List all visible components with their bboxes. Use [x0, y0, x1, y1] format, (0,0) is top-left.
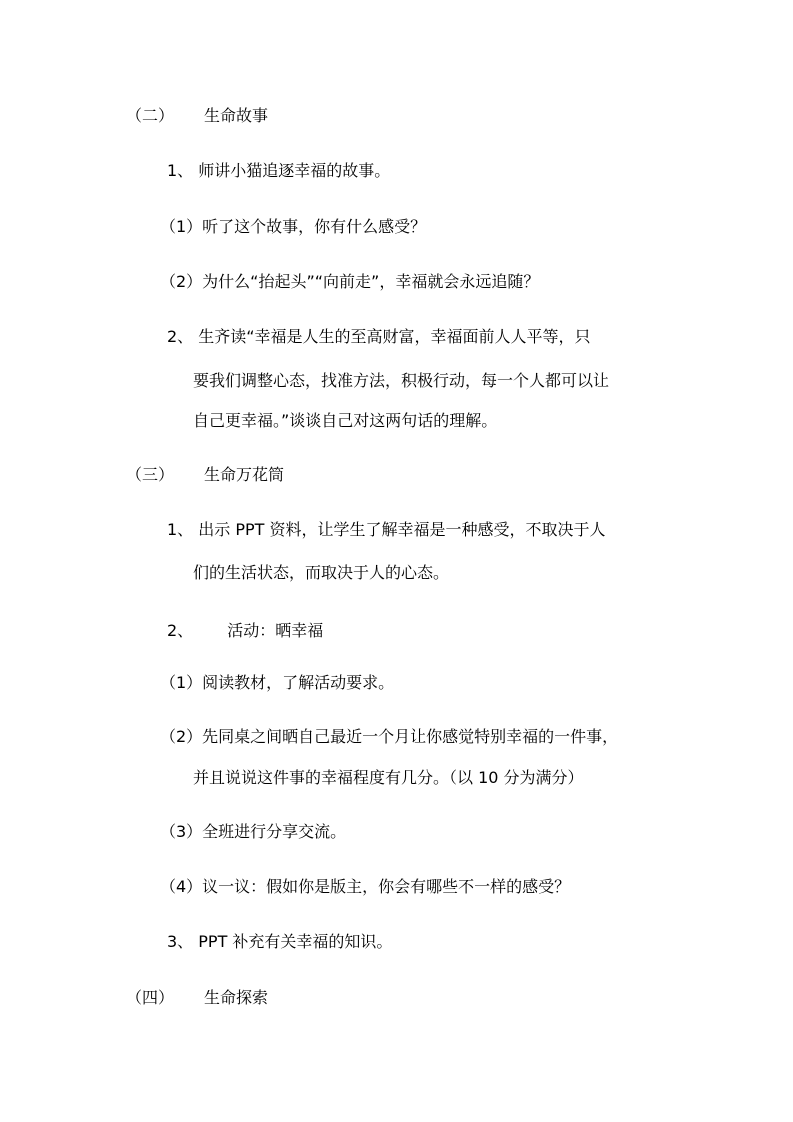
section-heading-2 [126, 105, 268, 127]
paragraph-line: 们的生活状态，而取决于人的心态。 [193, 563, 450, 582]
paragraph-line: 并且说说这件事的幸福程度有几分。（以 10 分为满分） [193, 768, 584, 787]
paragraph-line [167, 620, 323, 642]
paragraph-line: （1）听了这个故事，你有什么感受？ [160, 217, 427, 236]
paragraph-line: 1、 师讲小猫追逐幸福的故事。 [167, 161, 391, 180]
paragraph-line: （2）为什么“抬起头”“向前走”，幸福就会永远追随？ [160, 272, 540, 291]
paragraph-line: 要我们调整心态，找准方法，积极行动，每一个人都可以让 [193, 371, 610, 390]
section-title: 生命故事 [204, 106, 269, 125]
paragraph-line: 2、 生齐读“幸福是人生的至高财富，幸福面前人人平等，只 [167, 327, 591, 346]
paragraph-line: 自己更幸福。”谈谈自己对这两句话的理解。 [193, 411, 498, 430]
item-text: 活动：晒幸福 [227, 621, 324, 640]
paragraph-line: （1）阅读教材，了解活动要求。 [160, 673, 395, 692]
section-title: 生命探索 [204, 988, 269, 1007]
section-number: （三） [126, 465, 175, 484]
section-heading-3 [126, 464, 284, 486]
section-title: 生命万花筒 [204, 465, 285, 484]
section-number: （二） [126, 106, 175, 125]
paragraph-line: （3）全班进行分享交流。 [160, 822, 347, 841]
paragraph-line: （2）先同桌之间晒自己最近一个月让你感觉特别幸福的一件事， [160, 727, 619, 746]
section-heading-4 [126, 987, 268, 1009]
paragraph-line: （4）议一议：假如你是版主，你会有哪些不一样的感受？ [160, 877, 571, 896]
paragraph-line: 3、 PPT 补充有关幸福的知识。 [167, 932, 393, 951]
section-number: （四） [126, 988, 175, 1007]
paragraph-line: 1、 出示 PPT 资料，让学生了解幸福是一种感受，不取决于人 [167, 520, 606, 539]
item-number: 2、 [167, 621, 194, 640]
